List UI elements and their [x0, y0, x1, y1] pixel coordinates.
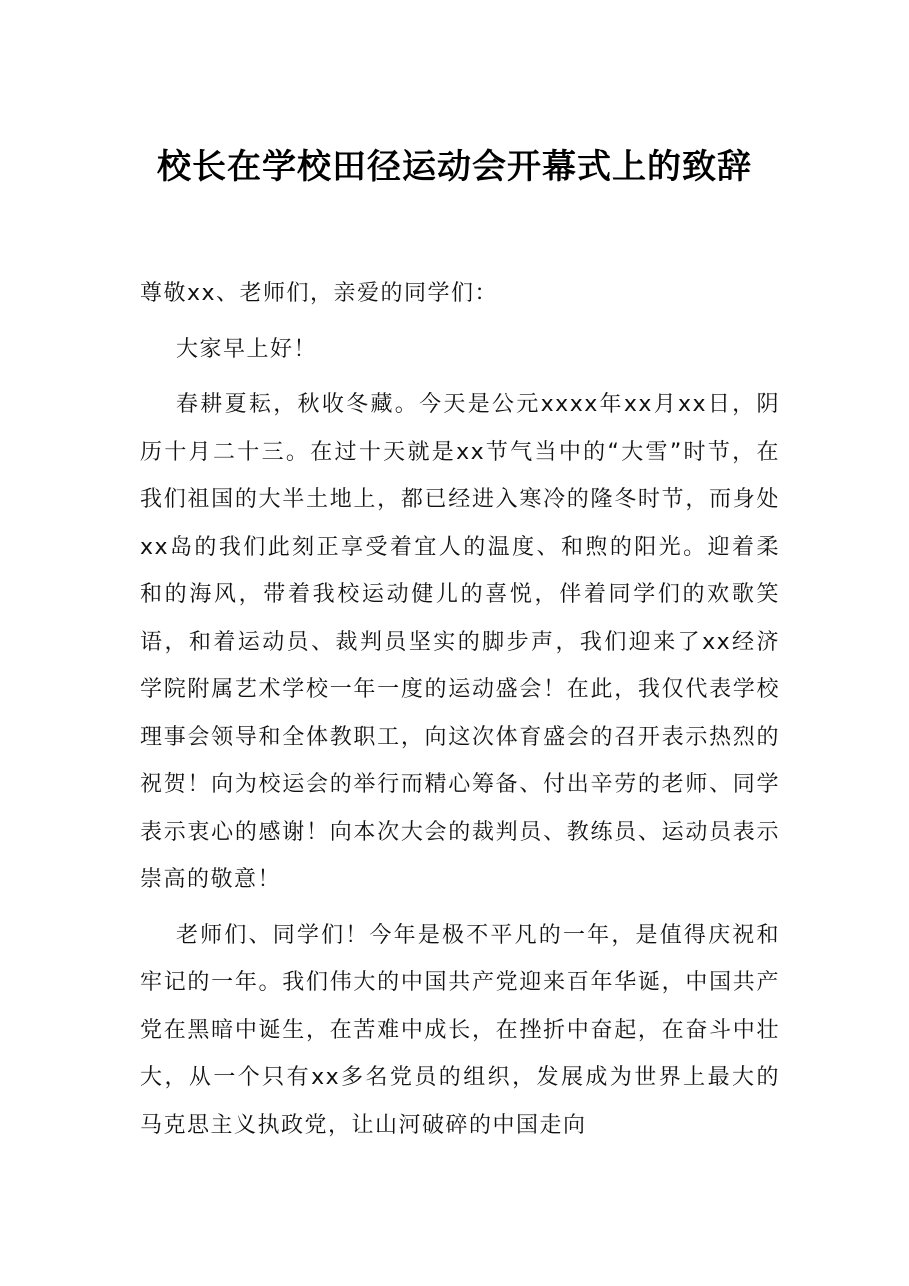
paragraph-opening: 春耕夏耘，秋收冬藏。今天是公元xxxx年xx月xx日，阴历十月二十三。在过十天就是xx节气当中的“大雪”时节，在我们祖国的大半土地上，都已经进入寒冷的隆冬时节，而身处xx岛的我们此刻正享受着宜人的温度、和煦的阳光。迎着柔和的海风，带着我校运动健儿的喜悦，伴着同学们的欢歌笑语，和着运动员、裁判员坚实的脚步声，我们迎来了xx经济学院附属艺术学校一年一度的运动盛会！在此，我仅代表学校理事会领导和全体教职工，向这次体育盛会的召开表示热烈的祝贺！向为校运会的举行而精心筹备、付出辛劳的老师、同学表示衷心的感谢！向本次大会的裁判员、教练员、运动员表示崇高的敬意！: [140, 392, 780, 892]
paragraph-greeting: 大家早上好！: [176, 336, 318, 362]
document-title: 校长在学校田径运动会开幕式上的致辞: [157, 147, 752, 187]
document-body: [140, 270, 780, 1157]
paragraph-party-centenary: 老师们、同学们！今年是极不平凡的一年，是值得庆祝和牢记的一年。我们伟大的中国共产党迎来百年华诞，中国共产党在黑暗中诞生，在苦难中成长，在挫折中奋起，在奋斗中壮大，从一个只有xx多名党员的组织，发展成为世界上最大的马克思主义执政党，让山河破碎的中国走向: [140, 922, 780, 1138]
salutation: 尊敬xx、老师们，亲爱的同学们：: [140, 281, 499, 306]
